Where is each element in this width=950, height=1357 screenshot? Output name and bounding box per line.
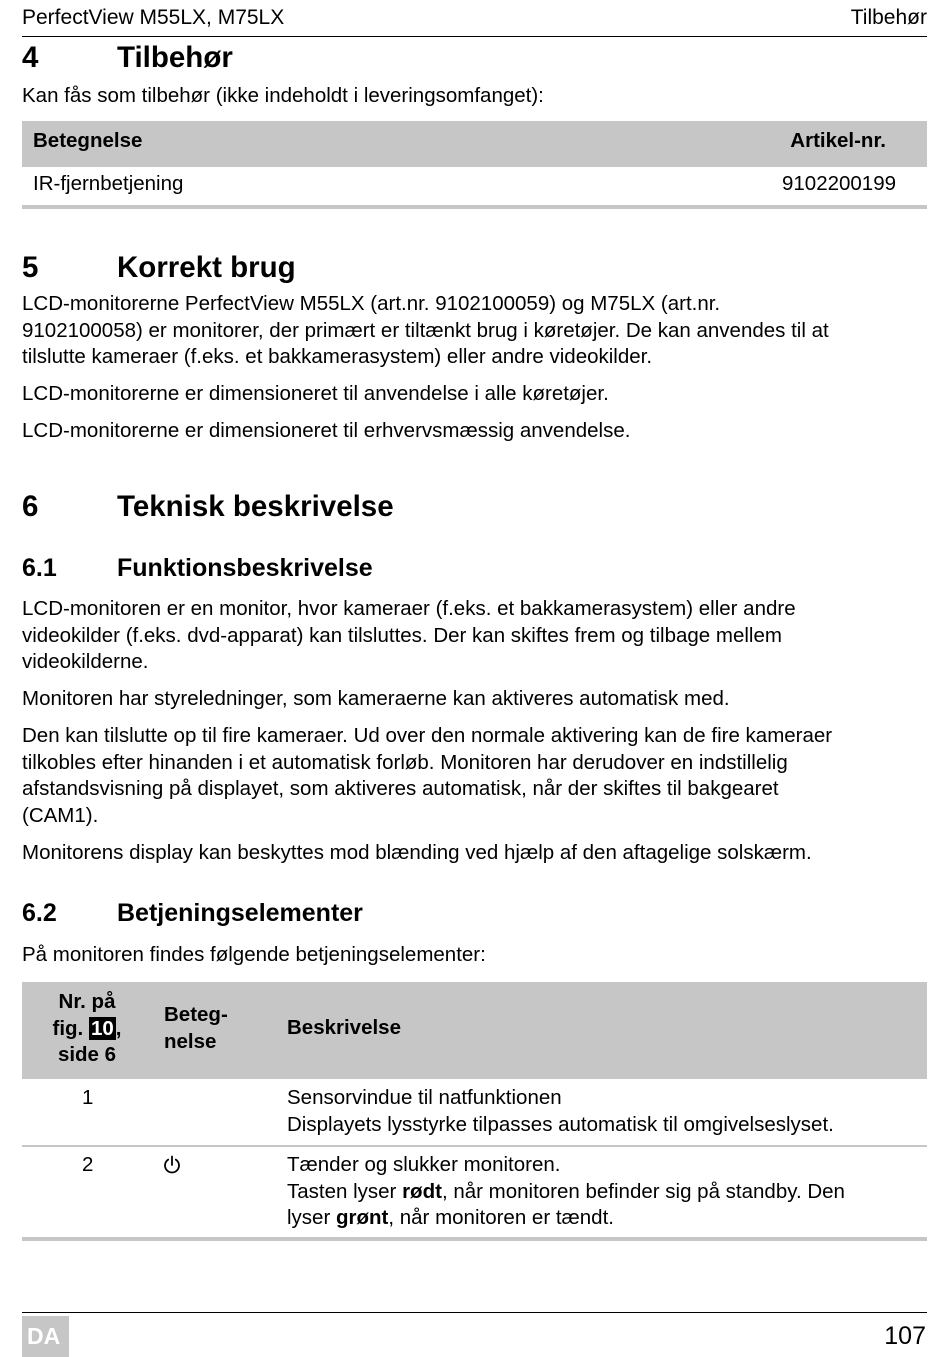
text-line: tilslutte kameraer (f.eks. et bakkamerasystem) eller andre videokilder. <box>22 345 653 368</box>
controls-col-nr-fig-prefix: fig. <box>52 1016 89 1040</box>
text-run: lyser <box>287 1206 336 1229</box>
controls-row-1-nr: 1 <box>82 1086 94 1109</box>
section-5-paragraph-2: LCD-monitorerne er dimensioneret til anvendelse i alle køretøjer. <box>22 382 609 405</box>
accessory-table-bottom-rule <box>22 205 927 209</box>
controls-table-bottom-rule <box>22 1237 927 1241</box>
accessory-col-designation: Betegnelse <box>33 129 143 152</box>
emphasis-red: rødt <box>402 1179 442 1203</box>
text-line: videokilderne. <box>22 650 149 673</box>
language-badge: DA <box>22 1316 69 1357</box>
power-icon <box>162 1155 182 1175</box>
controls-row-2-description <box>287 1152 845 1232</box>
text-line: LCD-monitorerne PerfectView M55LX (art.nr. 9102100059) og M75LX (art.nr. <box>22 292 721 315</box>
figure-number-badge: 10 <box>90 1016 114 1040</box>
section-4-intro: Kan fås som tilbehør (ikke indeholdt i leveringsomfanget): <box>22 84 544 107</box>
section-6-1-title: Funktionsbeskrivelse <box>117 554 373 582</box>
text-line: Den kan tilslutte op til fire kameraer. Ud over den normale aktivering kan de fire kameraer <box>22 724 833 747</box>
section-6-2-title: Betjeningselementer <box>117 899 363 927</box>
text-line: videokilder (f.eks. dvd-apparat) kan tilsluttes. Der kan skiftes frem og tilbage mellem <box>22 623 782 647</box>
header-rule <box>22 36 927 37</box>
controls-col-nr-line3: side 6 <box>57 1043 117 1066</box>
text-line: Displayets lysstyrke tilpasses automatisk til omgivelseslyset. <box>287 1112 834 1136</box>
controls-col-nr-line2 <box>34 1016 140 1043</box>
text-line: Tænder og slukker monitoren. <box>287 1153 561 1176</box>
section-6-1-paragraph-4: Monitorens display kan beskyttes mod blænding ved hjælp af den aftagelige solskærm. <box>22 841 812 864</box>
controls-row-1-description <box>287 1085 834 1138</box>
controls-col-description: Beskrivelse <box>287 1016 401 1039</box>
text-line: afstandsvisning på displayet, som aktiveres automatisk, når der skiftes til bakgearet <box>22 777 779 800</box>
text-run: Tasten lyser <box>287 1179 403 1203</box>
text-line <box>287 1205 845 1232</box>
controls-row-divider <box>22 1145 927 1147</box>
accessory-row-article: 9102200199 <box>781 172 896 195</box>
section-6-2-intro: På monitoren findes følgende betjeningselementer: <box>22 943 486 966</box>
text-line: (CAM1). <box>22 803 99 827</box>
running-header-section: Tilbehør <box>850 6 927 29</box>
section-5-paragraph-3: LCD-monitorerne er dimensioneret til erhvervsmæssig anvendelse. <box>22 419 631 442</box>
section-5-title: Korrekt brug <box>117 251 296 284</box>
text-line: 9102100058) er monitorer, der primært er tiltænkt brug i køretøjer. De kan anvendes til at <box>22 318 829 342</box>
section-4-title: Tilbehør <box>117 41 233 74</box>
accessory-col-article: Artikel-nr. <box>790 129 886 152</box>
emphasis-green: grønt <box>335 1206 389 1229</box>
controls-col-nr-fig-suffix: , <box>115 1016 122 1040</box>
section-5-number: 5 <box>22 251 39 284</box>
controls-row-2-nr: 2 <box>82 1153 94 1176</box>
section-6-2-number: 6.2 <box>22 899 57 927</box>
section-6-1-paragraph-2: Monitoren har styreledninger, som kameraerne kan aktiveres automatisk med. <box>22 687 730 710</box>
section-4-number: 4 <box>22 41 39 74</box>
text-line: Sensorvindue til natfunktionen <box>287 1086 562 1109</box>
accessory-row-name: IR-fjernbetjening <box>33 172 184 195</box>
section-6-1-paragraph-3 <box>22 723 832 829</box>
section-6-title: Teknisk beskrivelse <box>117 490 394 523</box>
running-header-product: PerfectView M55LX, M75LX <box>22 6 285 29</box>
text-run: , når monitoren befinder sig på standby. Den <box>441 1179 845 1203</box>
controls-col-nr <box>34 989 140 1069</box>
text-line: tilkobles efter hinanden i et automatisk forløb. Monitoren har derudover en indstillelig <box>22 750 788 774</box>
controls-col-designation-line1: Beteg- <box>164 1003 228 1026</box>
section-6-1-paragraph-1 <box>22 596 796 676</box>
footer-rule <box>22 1312 927 1313</box>
controls-col-designation-line2: nelse <box>164 1029 217 1053</box>
controls-col-designation <box>164 1002 228 1055</box>
section-5-paragraph-1 <box>22 291 829 371</box>
page-number: 107 <box>884 1322 926 1350</box>
text-run: , når monitoren er tændt. <box>388 1206 614 1229</box>
controls-table-header <box>22 982 927 1079</box>
section-6-number: 6 <box>22 490 39 523</box>
controls-col-nr-line1: Nr. på <box>58 990 116 1013</box>
text-line: LCD-monitoren er en monitor, hvor kameraer (f.eks. et bakkamerasystem) eller andre <box>22 597 796 620</box>
text-line <box>287 1179 845 1206</box>
section-6-1-number: 6.1 <box>22 554 57 582</box>
